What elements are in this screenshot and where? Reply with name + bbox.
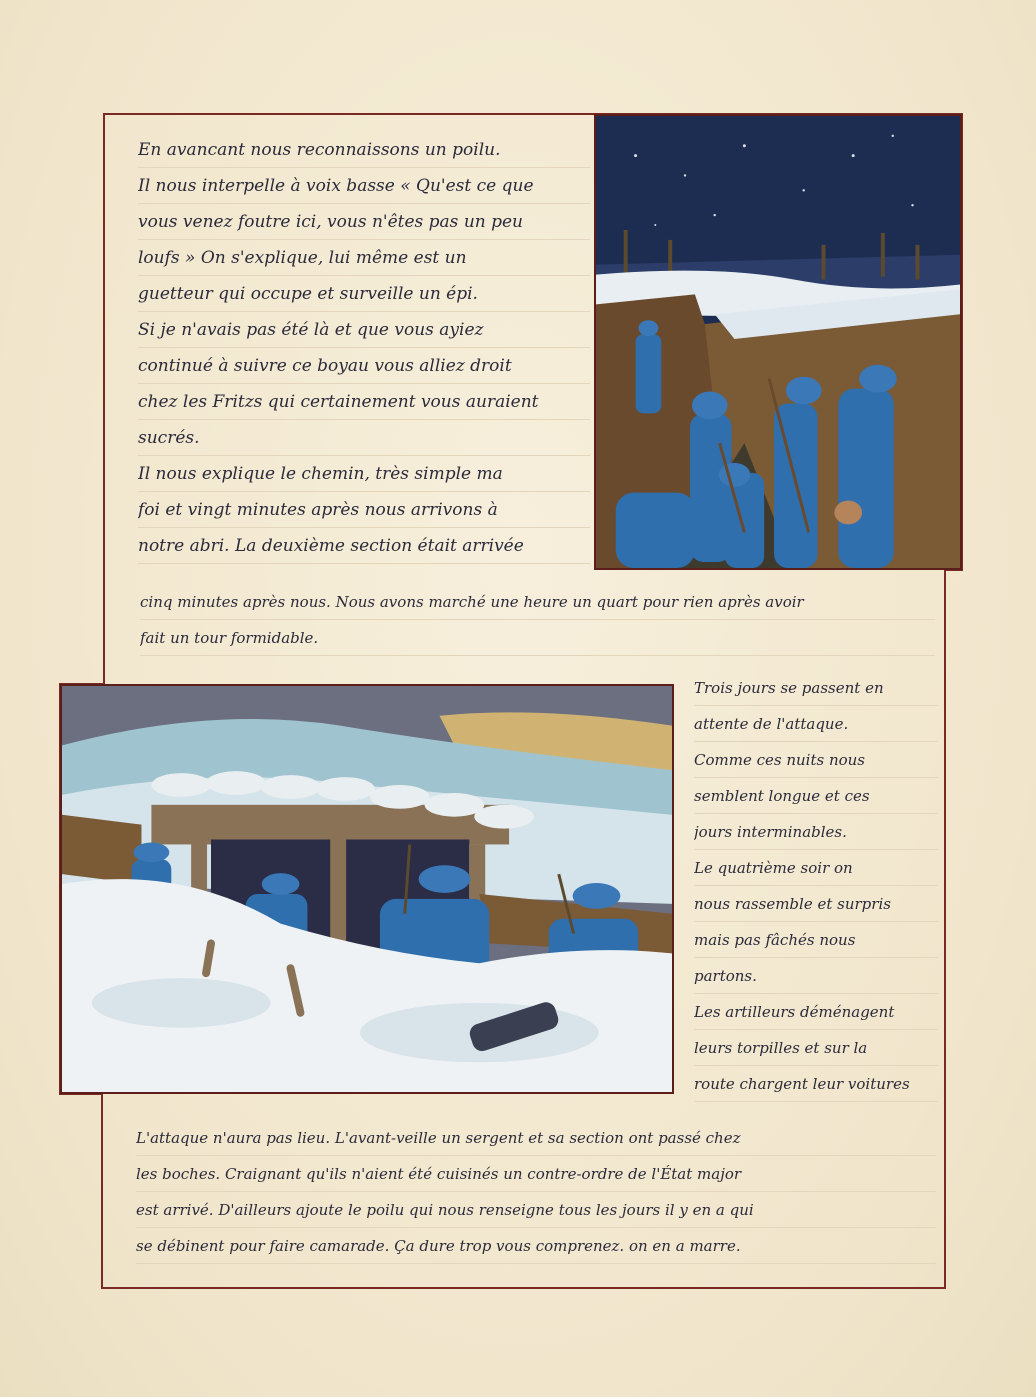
text-line: continué à suivre ce boyau vous alliez droit <box>138 356 512 376</box>
text-line: sucrés. <box>138 428 200 448</box>
text-line: Le quatrième soir on <box>694 859 853 877</box>
illustration-snow-dugout <box>60 684 674 1094</box>
illustration-night-trench <box>594 114 962 570</box>
text-line: En avancant nous reconnaissons un poilu. <box>138 140 501 160</box>
text-line: L'attaque n'aura pas lieu. L'avant-veille un sergent et sa section ont passé chez <box>136 1129 741 1147</box>
text-block-top-left <box>138 132 590 564</box>
text-block-bottom <box>136 1120 936 1264</box>
text-line: fait un tour formidable. <box>140 629 319 647</box>
snow-dugout-painting <box>62 686 672 1092</box>
text-line: Trois jours se passent en <box>694 679 884 697</box>
text-line: notre abri. La deuxième section était arrivée <box>138 536 524 556</box>
text-line: est arrivé. D'ailleurs ajoute le poilu qui nous renseigne tous les jours il y en a qui <box>136 1201 754 1219</box>
text-line: nous rassemble et surpris <box>694 895 891 913</box>
text-line: partons. <box>694 967 757 985</box>
text-line: guetteur qui occupe et surveille un épi. <box>138 284 478 304</box>
text-line: leurs torpilles et sur la <box>694 1039 868 1057</box>
text-line: Il nous explique le chemin, très simple ma <box>138 464 503 484</box>
text-line: attente de l'attaque. <box>694 715 849 733</box>
night-trench-painting <box>596 116 960 568</box>
text-line: vous venez foutre ici, vous n'êtes pas un peu <box>138 212 524 232</box>
text-line: route chargent leur voitures <box>694 1075 910 1093</box>
text-block-continuation <box>140 584 935 656</box>
text-block-right <box>694 670 938 1102</box>
text-line: semblent longue et ces <box>694 787 870 805</box>
text-line: Il nous interpelle à voix basse « Qu'est ce que <box>138 176 534 196</box>
text-line: Si je n'avais pas été là et que vous ayiez <box>138 320 484 340</box>
text-line: loufs » On s'explique, lui même est un <box>138 248 467 268</box>
text-line: Les artilleurs déménagent <box>694 1003 895 1021</box>
text-line: Comme ces nuits nous <box>694 751 866 769</box>
text-line: mais pas fâchés nous <box>694 931 856 949</box>
text-line: cinq minutes après nous. Nous avons marché une heure un quart pour rien après avoir <box>140 593 804 611</box>
text-line: foi et vingt minutes après nous arrivons à <box>138 500 498 520</box>
text-line: jours interminables. <box>694 823 847 841</box>
text-line: chez les Fritzs qui certainement vous auraient <box>138 392 539 412</box>
text-line: les boches. Craignant qu'ils n'aient été cuisinés un contre-ordre de l'État major <box>136 1165 742 1183</box>
text-line: se débinent pour faire camarade. Ça dure trop vous comprenez. on en a marre. <box>136 1237 741 1255</box>
